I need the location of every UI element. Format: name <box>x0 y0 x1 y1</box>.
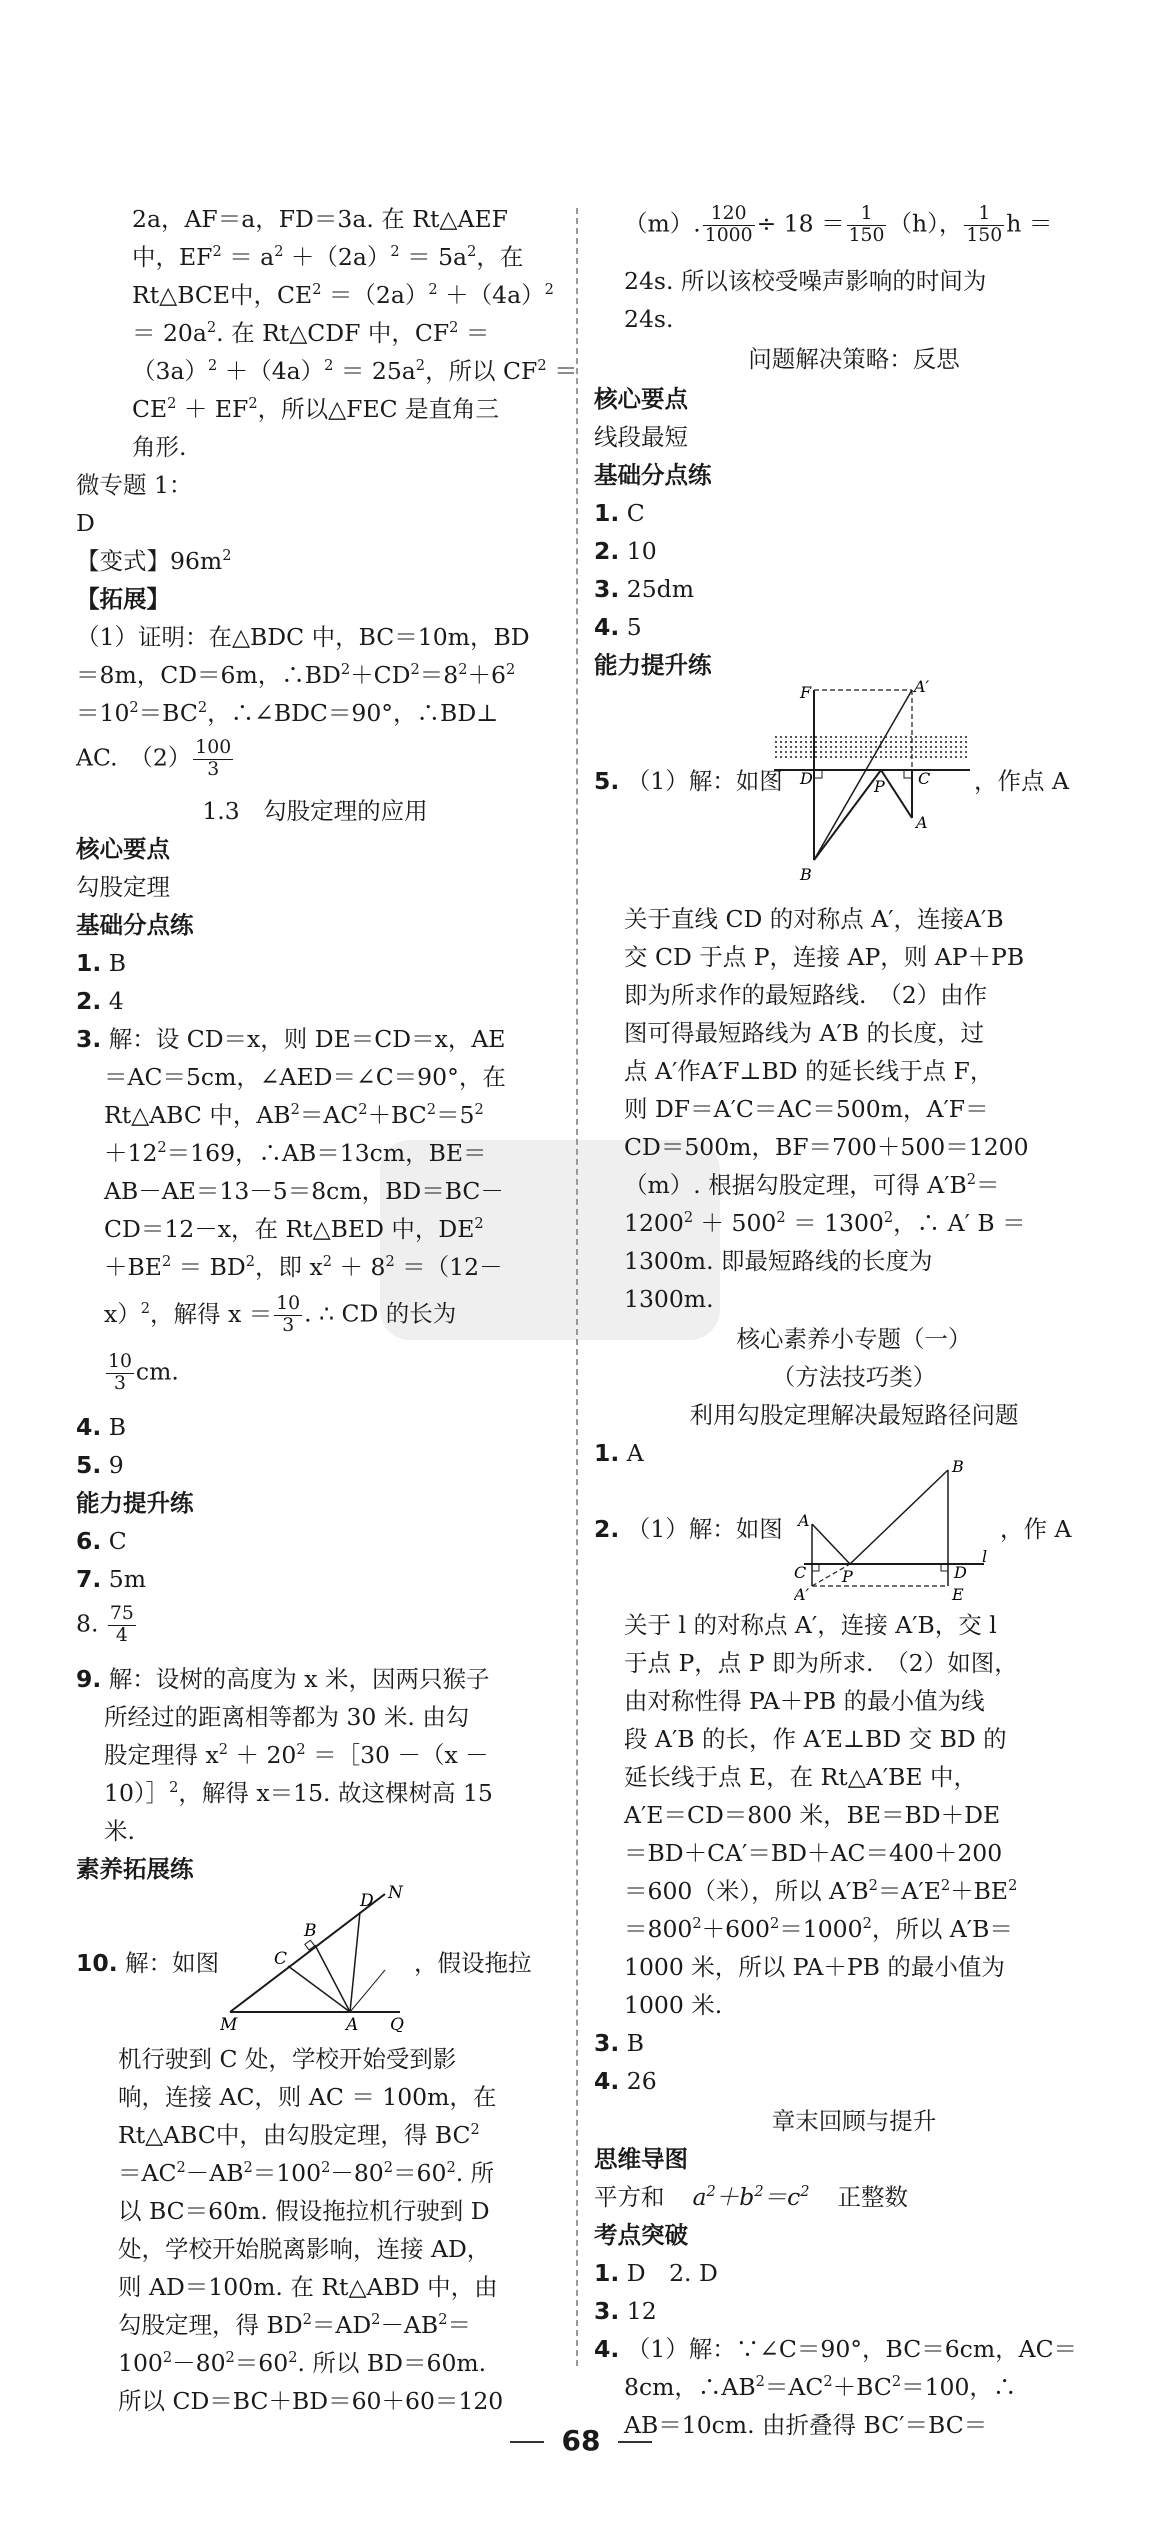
fig-label: F <box>800 683 812 702</box>
text-line: A′E＝CD＝800 米，BE＝BD＋DE <box>624 1801 1001 1829</box>
text-line: 点 A′作A′F⊥BD 的延长线于点 F， <box>624 1057 994 1085</box>
ability-heading: 能力提升练 <box>76 1489 194 1517</box>
fig-label: l <box>982 1547 988 1566</box>
fig-label: A <box>798 1511 810 1530</box>
answer-5: 5. 9 <box>76 1451 124 1479</box>
text-line: 则 DF＝A′C＝AC＝500m，A′F＝ <box>624 1095 989 1123</box>
answer-9: 9. 解：设树的高度为 x 米，因两只猴子 <box>76 1665 490 1693</box>
column-divider <box>576 208 578 2366</box>
fig-label: Q <box>390 2015 404 2032</box>
fig-label: N <box>388 1883 403 1903</box>
ability-heading: 能力提升练 <box>594 651 712 679</box>
fraction: $\frac{100}{3}$ <box>195 737 232 780</box>
text-line: 8cm，$\therefore AB^2=AC^2+BC^2=100$，∴ <box>624 2373 1017 2401</box>
text-line: ，作点 A <box>974 767 1069 795</box>
core-value: 勾股定理 <box>76 873 170 901</box>
text-line: AB－AE＝13－5＝8cm，BD＝BC－ <box>104 1177 504 1205</box>
mindmap-heading: 思维导图 <box>594 2145 688 2173</box>
answer-3: 3. 12 <box>594 2297 657 2325</box>
fig-label: P <box>874 777 885 796</box>
text-line: 则 AD＝100m. 在 Rt△ABD 中，由 <box>118 2273 498 2301</box>
text-line: 段 A′B 的长，作 A′E⊥BD 交 BD 的 <box>624 1725 1007 1753</box>
text-line: 延长线于点 E，在 Rt△A′BE 中， <box>624 1763 978 1791</box>
fig-label: C <box>794 1563 807 1582</box>
text-line: 1000 米，所以 PA＋PB 的最小值为 <box>624 1953 1005 1981</box>
answer-1: 1. C <box>594 499 645 527</box>
core-heading: 核心要点 <box>594 385 688 413</box>
fig-label: M <box>220 2015 238 2032</box>
text-line: Rt△BCE中，$CE^2 =(2a)^2 +(4a)^2$ <box>132 281 554 309</box>
fig-label: A′ <box>794 1585 810 1604</box>
text-line: $1200^2 + 500^2 = 1300^2$，∴ A′ B ＝ <box>624 1209 1026 1237</box>
text-line: $+BE^2 = BD^2$，即 $x^2 + 8^2 =(12-$ <box>104 1253 503 1281</box>
answer-3: 3. 25dm <box>594 575 694 603</box>
text-line: CD＝500m，BF＝700＋500＝1200 <box>624 1133 1029 1161</box>
text-line: 2a，AF＝a，FD＝3a. 在 Rt△AEF <box>132 205 508 233</box>
text-line: ＝600（米），所以 $A'B^2=A'E^2+BE^2$ <box>624 1877 1018 1905</box>
text-line: 1300m. 即最短路线的长度为 <box>624 1247 933 1275</box>
fig-label: D <box>954 1563 967 1582</box>
answer-2: 2. （1）解：如图 <box>594 1515 783 1543</box>
text-line: 24s. 所以该校受噪声影响的时间为 <box>624 267 987 295</box>
fig-label: B <box>952 1457 964 1476</box>
fraction: $\frac{10}{3}$ <box>276 1293 301 1336</box>
strategy-title: 问题解决策略：反思 <box>748 345 960 373</box>
expand-heading: 【拓展】 <box>76 585 170 613</box>
text-line: ＝8m，CD＝6m，$\therefore BD^2+CD^2=8^2+6^2$ <box>76 661 516 689</box>
text-line: $CE^2 + EF^2$，所以△FEC 是直角三 <box>132 395 500 423</box>
text-line: ＝BD＋CA′＝BD＋AC＝400＋200 <box>624 1839 1003 1867</box>
exam-heading: 考点突破 <box>594 2221 688 2249</box>
fig-label: P <box>842 1567 853 1586</box>
mindmap-values: 平方和 $a^2+b^2=c^2$ 正整数 <box>594 2183 909 2211</box>
text-line: 机行驶到 C 处，学校开始受到影 <box>118 2045 457 2073</box>
text-line: AB＝10cm. 由折叠得 BC′＝BC＝ <box>624 2411 988 2439</box>
text-line: ，作 A <box>1000 1515 1072 1543</box>
text-line: AC. （2） $\frac{100}{3}$ <box>76 737 232 780</box>
text-line: （m）. $\frac{120}{1000}$ ÷ 18 ＝ $\frac{1}{150}$ （h）， $\frac{1}{150}$ h ＝ <box>624 203 1053 246</box>
answer-8: 8. $\frac{75}{4}$ <box>76 1603 134 1646</box>
text-line: 由对称性得 PA＋PB 的最小值为线 <box>624 1687 985 1715</box>
answer-6: 6. C <box>76 1527 127 1555</box>
answer-4: 4. B <box>76 1413 127 1441</box>
answer-3: 3. B <box>594 2029 645 2057</box>
text-line: $(3a)^2 +(4a)^2 = 25a^2$，所以 $CF^2$ ＝ <box>132 357 578 385</box>
fraction: $\frac{10}{3}$ <box>108 1351 132 1394</box>
answer-4: 4. （1）解：∵∠C＝90°，BC＝6cm，AC＝ <box>594 2335 1078 2363</box>
text-line: 所以 CD＝BC＋BD＝60＋60＝120 <box>118 2387 504 2415</box>
basic-heading: 基础分点练 <box>594 461 712 489</box>
page-number: 68 <box>0 2424 1162 2457</box>
text-line: ＝AC＝5cm，∠AED＝∠C＝90°，在 <box>104 1063 506 1091</box>
special-subtitle: （方法技巧类） <box>771 1363 937 1391</box>
figure-special-q2 <box>794 1454 994 1604</box>
section-title: 1.3 勾股定理的应用 <box>202 797 428 825</box>
text-line: 处，学校开始脱离影响，连接 AD， <box>118 2235 491 2263</box>
fraction: $\frac{1}{150}$ <box>848 203 885 246</box>
text-line: 响，连接 AC，则 AC ＝ 100m，在 <box>118 2083 497 2111</box>
text-line: 关于直线 CD 的对称点 A′，连接A′B <box>624 905 1004 933</box>
literacy-heading: 素养拓展练 <box>76 1855 194 1883</box>
text-line: 1300m. <box>624 1285 714 1313</box>
fig-label: A <box>916 813 928 832</box>
text-line: ，假设拖拉 <box>414 1949 532 1977</box>
fraction: $\frac{1}{150}$ <box>966 203 1003 246</box>
answer-4: 4. 5 <box>594 613 642 641</box>
text-line: CD＝12－x，在 Rt△BED 中，$DE^2$ <box>104 1215 484 1243</box>
answer-text: D <box>76 509 95 537</box>
answer-7: 7. 5m <box>76 1565 146 1593</box>
answer-3: 3. 解：设 CD＝x，则 DE＝CD＝x，AE <box>76 1025 506 1053</box>
core-value: 线段最短 <box>594 423 688 451</box>
fraction: $\frac{75}{4}$ <box>109 1603 134 1646</box>
text-line: 10）］$^2$，解得 x＝15. 故这棵树高 15 <box>104 1779 493 1807</box>
text-line: 以 BC＝60m. 假设拖拉机行驶到 D <box>118 2197 490 2225</box>
fig-label: B <box>800 865 812 884</box>
text-line: 角形. <box>132 433 187 461</box>
text-line: 股定理得 $x^2 + 20^2$ ＝［30 －（x － <box>104 1741 489 1769</box>
answer-2: 2. 10 <box>594 537 657 565</box>
text-line: （1）证明：在△BDC 中，BC＝10m，BD <box>76 623 530 651</box>
text-line: Rt△ABC中，由勾股定理，得 $BC^2$ <box>118 2121 480 2149</box>
fig-label: A <box>346 2015 359 2032</box>
text-line: （m）. 根据勾股定理，可得 $A'B^2=$ <box>624 1171 1000 1199</box>
core-heading: 核心要点 <box>76 835 170 863</box>
fig-label: D <box>360 1891 374 1911</box>
text-line: $\frac{10}{3}$ cm. <box>108 1351 179 1394</box>
special-title: 核心素养小专题（一） <box>736 1325 972 1353</box>
text-line: ＝ $20a^2$. 在 Rt△CDF 中，$CF^2$ ＝ <box>132 319 490 347</box>
figure-q5 <box>774 680 974 890</box>
fraction: $\frac{120}{1000}$ <box>704 203 753 246</box>
text-line: $=AC^2-AB^2=100^2-80^2=60^2$. 所 <box>118 2159 495 2187</box>
text-line: $=10^2=BC^2$，∴∠BDC＝90°，∴BD⊥ <box>76 699 499 727</box>
text-line: 米. <box>104 1817 135 1845</box>
fig-label: D <box>800 769 813 788</box>
text-line: 图可得最短路线为 A′B 的长度，过 <box>624 1019 985 1047</box>
answer-1: 1. B <box>76 949 127 977</box>
text-line: 24s. <box>624 305 674 333</box>
text-line: $=800^2+600^2=1000^2$，所以 A′B＝ <box>624 1915 1013 1943</box>
text-line: $+12^2=169$，∴AB＝13cm，BE＝ <box>104 1139 487 1167</box>
answer-2: 2. 4 <box>76 987 124 1015</box>
answer-4: 4. 26 <box>594 2067 657 2095</box>
text-line: 中，$EF^2 = a^2 +(2a)^2 = 5a^2$，在 <box>132 243 524 271</box>
special-topic: 利用勾股定理解决最短路径问题 <box>689 1401 1019 1429</box>
fig-label: C <box>918 769 931 788</box>
answer-1: 1. A <box>594 1439 644 1467</box>
text-line: 于点 P，点 P 即为所求. （2）如图， <box>624 1649 1018 1677</box>
text-line: Rt△ABC 中，$AB^2=AC^2+BC^2=5^2$ <box>104 1101 484 1129</box>
text-line: 交 CD 于点 P，连接 AP，则 AP＋PB <box>624 943 1025 971</box>
fig-label: E <box>952 1585 964 1604</box>
answer-10: 10. 解：如图 <box>76 1949 220 1977</box>
fig-label: A′ <box>914 680 930 696</box>
text-line: 即为所求作的最短路线. （2）由作 <box>624 981 988 1009</box>
answer-5: 5. （1）解：如图 <box>594 767 783 795</box>
text-line: x）$^2$，解得 x ＝ $\frac{10}{3}$ . ∴ CD 的长为 <box>104 1293 457 1336</box>
text-line: $100^2-80^2=60^2$. 所以 BD＝60m. <box>118 2349 487 2377</box>
answer-1-2: 1. D 2. D <box>594 2259 718 2287</box>
text-line: 关于 l 的对称点 A′，连接 A′B，交 l <box>624 1611 997 1639</box>
micro-topic-label: 微专题 1： <box>76 471 193 499</box>
fig-label: C <box>274 1949 288 1969</box>
review-title: 章末回顾与提升 <box>771 2107 937 2135</box>
variant-answer: 【变式】$96m^2$ <box>76 547 232 575</box>
figure-q10 <box>220 1882 410 2032</box>
basic-heading: 基础分点练 <box>76 911 194 939</box>
fig-label: B <box>304 1921 317 1941</box>
text-line: 所经过的距离相等都为 30 米. 由勾 <box>104 1703 470 1731</box>
text-line: 勾股定理，得 $BD^2=AD^2-AB^2=$ <box>118 2311 471 2339</box>
text-line: 1000 米. <box>624 1991 723 2019</box>
